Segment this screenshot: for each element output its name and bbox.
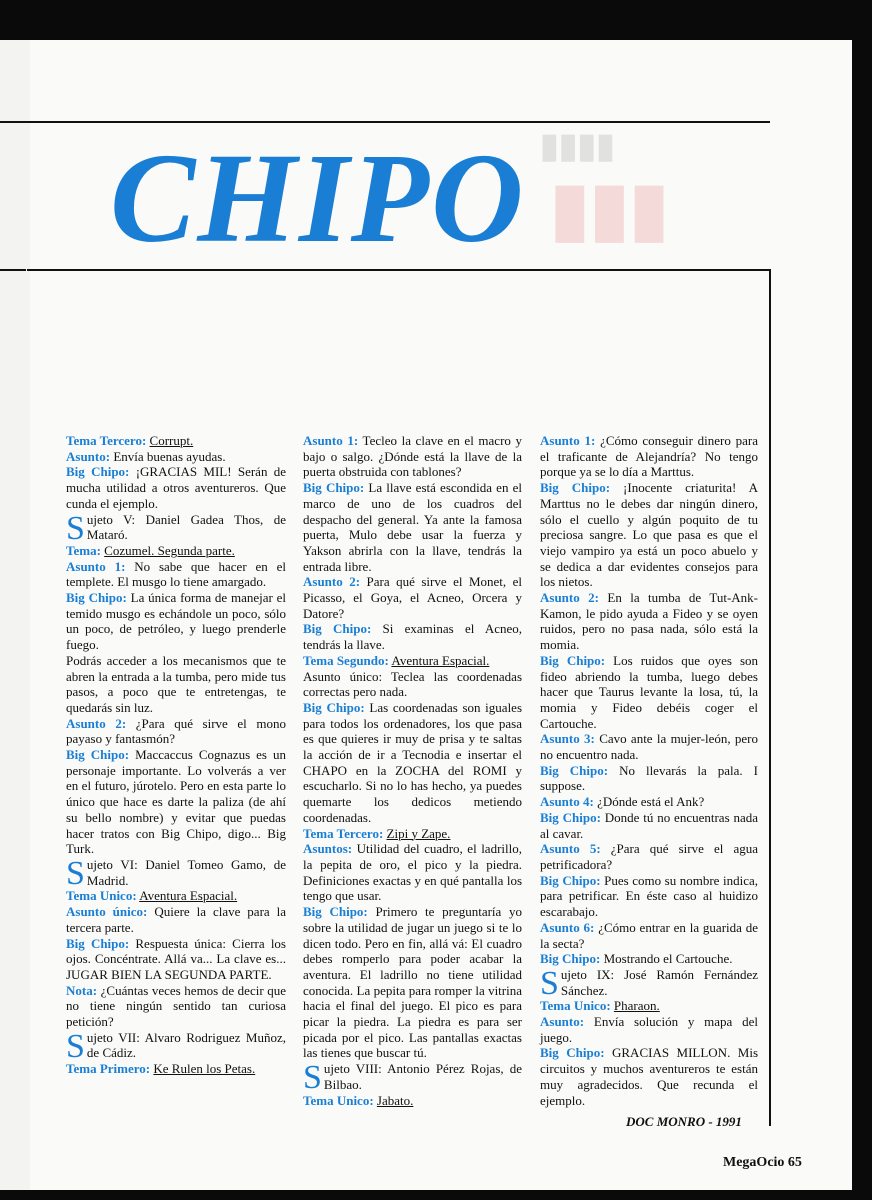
entry-text: Quiere la clave para la tercera parte. xyxy=(66,904,286,935)
drop-cap: S xyxy=(66,1027,85,1065)
entry-label: Big Chipo: xyxy=(540,951,601,967)
entry-text: Pues como su nombre indica, para petrificar. En éste caso al huidizo escarabajo. xyxy=(540,872,758,920)
entry-label: Big Chipo: xyxy=(540,480,611,496)
entry-label: Tema Unico: xyxy=(540,998,611,1014)
entry-label: Asunto 2: xyxy=(66,715,127,731)
paragraph xyxy=(540,731,758,762)
entry-text: Primero te preguntaría yo sobre la utilidad de jugar un juego si te lo dicen todo. Pero en fin, allá vá: El cuadro debes romperlo para poder acabar la aventura. El ladrillo no tiene utilidad conocida. La pepita para romper la vitrina hacia el final del juego. El pico es para picar la piedra. La piedra es para ser picada por el pico. Las pantallas exactas las tienes que buscar tú. xyxy=(303,904,522,1061)
entry-text: Tecleo la clave en el macro y bajo o salgo. ¿Dónde está la llave de la puerta obstruida con tablones? xyxy=(303,433,522,480)
paragraph xyxy=(303,826,522,842)
entry-label: Big Chipo: xyxy=(540,809,601,825)
entry-label: Asunto único: xyxy=(66,904,148,920)
entry-text: Cavo ante la mujer-león, pero no encuentro nada. xyxy=(540,731,758,763)
facing-page-edge xyxy=(0,40,30,1190)
paragraph xyxy=(303,841,522,904)
paragraph xyxy=(66,888,286,904)
entry-label: Asunto 1: xyxy=(66,558,126,574)
paragraph xyxy=(540,763,758,794)
entry-text: Aventura Espacial. xyxy=(139,888,238,904)
entry-text: ujeto IX: José Ramón Fernández Sánchez. xyxy=(560,966,758,998)
entry-label: Big Chipo: xyxy=(540,1045,605,1061)
show-through-mark-1: ▮▮▮▮ xyxy=(540,127,615,165)
paragraph xyxy=(540,1014,758,1045)
entry-label: Asunto: xyxy=(540,1014,585,1030)
column-2 xyxy=(303,433,522,1108)
entry-label: Asunto 3: xyxy=(540,731,595,747)
entry-text: GRACIAS MILLON. Mis circuitos y muchos aventureros te están muy agradecidos. Que recunda el ejemplo. xyxy=(540,1045,759,1108)
entry-label: Asuntos: xyxy=(303,841,353,857)
paragraph xyxy=(66,433,286,449)
entry-label: Nota: xyxy=(66,982,98,998)
paragraph xyxy=(540,920,758,951)
entry-label: Tema Tercero: xyxy=(66,433,147,448)
entry-text: Las coordenadas son iguales para todos los ordenadores, los que pasa es que quieres ir muy de prisa y te saltas la acción de ir a Tecnodia e insertar el CHAPO en la ZOCHA del ROMI y escucharlo. Si no lo has hecho, ya puedes quemarte los dedicos metiendo coordenadas. xyxy=(303,699,523,825)
column-3 xyxy=(540,433,758,1108)
page-folio: MegaOcio 65 xyxy=(723,1155,802,1170)
entry-label: Big Chipo: xyxy=(303,904,368,920)
entry-label: Asunto 1: xyxy=(303,433,359,448)
paragraph xyxy=(66,449,286,465)
drop-cap: S xyxy=(540,964,559,1002)
entry-label: Big Chipo: xyxy=(66,590,127,606)
paragraph xyxy=(66,509,286,547)
entry-label: Tema Tercero: xyxy=(303,825,384,841)
paragraph xyxy=(540,810,758,841)
entry-text: Los ruidos que oyes son fideo abriendo la tumba, luego debes hacer que Taurus levante la losa, tú, la momia y Fideo debéis coger el Cartouche. xyxy=(540,652,758,731)
entry-label: Big Chipo: xyxy=(540,872,601,888)
paragraph xyxy=(66,904,286,935)
entry-text: Aventura Espacial. xyxy=(391,652,490,668)
show-through-mark-2: ▮▮▮ xyxy=(550,169,669,249)
entry-text: Corrupt. xyxy=(149,433,194,448)
entry-text: Envía solución y mapa del juego. xyxy=(540,1014,758,1045)
entry-text: Cozumel. Segunda parte. xyxy=(104,542,235,558)
paragraph xyxy=(303,653,522,669)
entry-text: No sabe que hacer en el templete. El musgo lo tiene amargado. xyxy=(66,558,286,590)
entry-label: Big Chipo: xyxy=(66,464,130,480)
entry-text: ¿Cuántas veces hemos de decir que no tiene ningún sentido tan curiosa petición? xyxy=(66,982,286,1030)
entry-label: Big Chipo: xyxy=(303,699,365,715)
paragraph xyxy=(540,794,758,810)
entry-text: ¿Cómo conseguir dinero para el traficante de Alejandría? No tengo porque ya se lo día a Marttus. xyxy=(540,433,758,480)
entry-label: Big Chipo: xyxy=(540,652,606,668)
entry-text: En la tumba de Tut-Ank-Kamon, le pido ayuda a Fideo y se oyen ruidos, pero no pasa nada, sólo está la momia. xyxy=(540,590,758,653)
paragraph xyxy=(303,1093,522,1109)
entry-label: Tema Primero: xyxy=(66,1061,151,1077)
paragraph xyxy=(540,964,758,1002)
entry-text: ujeto V: Daniel Gadea Thos, de Mataró. xyxy=(86,511,286,543)
paragraph xyxy=(540,480,758,590)
paragraph xyxy=(540,873,758,920)
entry-text: Jabato. xyxy=(376,1092,414,1108)
top-rule xyxy=(0,121,770,123)
paragraph xyxy=(66,543,286,559)
entry-label: Big Chipo: xyxy=(66,935,130,951)
entry-text: Envía buenas ayudas. xyxy=(113,448,226,464)
paragraph xyxy=(66,983,286,1030)
paragraph xyxy=(303,480,522,574)
paragraph xyxy=(303,669,522,700)
paragraph xyxy=(66,590,286,653)
drop-cap: S xyxy=(66,509,85,547)
entry-text: ujeto VII: Alvaro Rodriguez Muñoz, de Cádiz. xyxy=(86,1029,286,1061)
paragraph xyxy=(66,854,286,892)
entry-label: Asunto 5: xyxy=(540,841,601,857)
entry-text: Asunto único: Teclea las coordenadas correctas pero nada. xyxy=(303,668,522,700)
paragraph xyxy=(66,936,286,983)
entry-text: Zipi y Zape. xyxy=(386,825,451,841)
paragraph xyxy=(303,904,522,1061)
entry-label: Tema Segundo: xyxy=(303,652,389,668)
entry-label: Big Chipo: xyxy=(303,621,372,637)
paragraph xyxy=(540,841,758,872)
paragraph xyxy=(303,574,522,621)
entry-text: Para qué sirve el Monet, el Picasso, el Goya, el Acneo, Orcera y Datore? xyxy=(303,574,523,621)
entry-label: Asunto 2: xyxy=(540,590,599,606)
column-1 xyxy=(66,433,286,1077)
entry-text: Utilidad del cuadro, el ladrillo, la pepita de oro, el pico y la piedra. Definiciones exactas y en qué pantalla los tengo que usar. xyxy=(303,841,522,904)
show-through-ad xyxy=(520,126,765,266)
entry-text: ujeto VI: Daniel Tomeo Gamo, de Madrid. xyxy=(86,856,286,888)
paragraph xyxy=(303,621,522,652)
entry-text: La única forma de manejar el temido musgo es echándole un poco, sólo un poco, de petróleo, y luego prenderle fuego. xyxy=(66,590,287,653)
paragraph xyxy=(66,464,286,511)
entry-text: Mostrando el Cartouche. xyxy=(603,951,733,967)
entry-text: Maccaccus Cognazus es un personaje importante. Lo volverás a ver en el futuro, júrotelo. Pero en esta parte lo único que hace es darte la paliza (de ahí su bello nombre) y evitar que puedas hacer tratos con Big Chipo, digo... Big Turk. xyxy=(66,747,286,857)
paragraph xyxy=(66,747,286,857)
paragraph xyxy=(540,951,758,967)
entry-label: Big Chipo: xyxy=(66,747,130,763)
entry-text: ¡GRACIAS MIL! Serán de mucha utilidad a otros aventureros. Que cunda el ejemplo. xyxy=(66,464,287,511)
paragraph xyxy=(66,1061,286,1077)
paragraph xyxy=(540,653,758,732)
entry-label: Asunto 6: xyxy=(540,919,595,935)
paragraph xyxy=(540,433,758,480)
entry-text: Ke Rulen los Petas. xyxy=(153,1061,256,1077)
left-rule-stub xyxy=(0,269,26,271)
entry-label: Big Chipo: xyxy=(540,762,609,778)
entry-text: ujeto VIII: Antonio Pérez Rojas, de Bilbao. xyxy=(323,1061,522,1092)
entry-label: Asunto 2: xyxy=(303,574,361,590)
drop-cap: S xyxy=(303,1059,322,1097)
paragraph xyxy=(66,1027,286,1065)
section-title: CHIPO xyxy=(110,127,526,269)
paragraph xyxy=(540,590,758,653)
entry-text: Pharaon. xyxy=(613,998,660,1014)
entry-label: Tema Unico: xyxy=(303,1092,374,1108)
drop-cap: S xyxy=(66,854,85,892)
paragraph xyxy=(66,653,286,716)
entry-text: No llevarás la pala. I suppose. xyxy=(540,762,758,794)
entry-text: Donde tú no encuentras nada al cavar. xyxy=(540,809,759,841)
entry-text: ¿Para qué sirve el mono payaso y fantasmón? xyxy=(66,715,286,747)
entry-text: ¿Dónde está el Ank? xyxy=(597,794,705,810)
paragraph xyxy=(303,1059,522,1097)
author-signature: DOC MONRO - 1991 xyxy=(626,1114,742,1129)
entry-label: Tema: xyxy=(66,542,101,558)
entry-text: Respuesta única: Cierra los ojos. Concéntrate. Allá va... La clave es... JUGAR BIEN LA SEGUNDA PARTE. xyxy=(66,935,286,982)
entry-label: Tema Unico: xyxy=(66,888,137,904)
paragraph xyxy=(66,559,286,590)
entry-text: Si examinas el Acneo, tendrás la llave. xyxy=(303,621,523,653)
paragraph xyxy=(66,716,286,747)
entry-label: Asunto 1: xyxy=(540,433,596,448)
paragraph xyxy=(540,1045,758,1108)
paragraph xyxy=(540,998,758,1014)
entry-label: Big Chipo: xyxy=(303,480,365,496)
entry-text: ¡Inocente criaturita! A Marttus no le debes dar ningún dinero, sólo el cuello y algún poquito de tu preciosa sangre. Lo que pasa es que el viejo vampiro ya está un poco abuelo y se dedica a dar evidentes consejos para los nietos. xyxy=(540,480,759,590)
entry-text: Podrás acceder a los mecanismos que te abren la entrada a la tumba, pero mide tus pasos, a poco que te entretengas, te quedarás sin luz. xyxy=(66,652,286,715)
paragraph xyxy=(303,700,522,826)
entry-text: La llave está escondida en el marco de uno de los cuadros del despacho del general. Ya ante la famosa puerta, Mulo debe usar la fuerza y Yakson abrirla con la llave, tendrás la entrada libre. xyxy=(303,480,522,574)
entry-label: Asunto 4: xyxy=(540,794,594,810)
entry-label: Asunto: xyxy=(66,448,111,464)
entry-text: ¿Cómo entrar en la guarida de la secta? xyxy=(540,919,758,951)
entry-text: ¿Para qué sirve el agua petrificadora? xyxy=(540,841,758,872)
paragraph xyxy=(303,433,522,480)
